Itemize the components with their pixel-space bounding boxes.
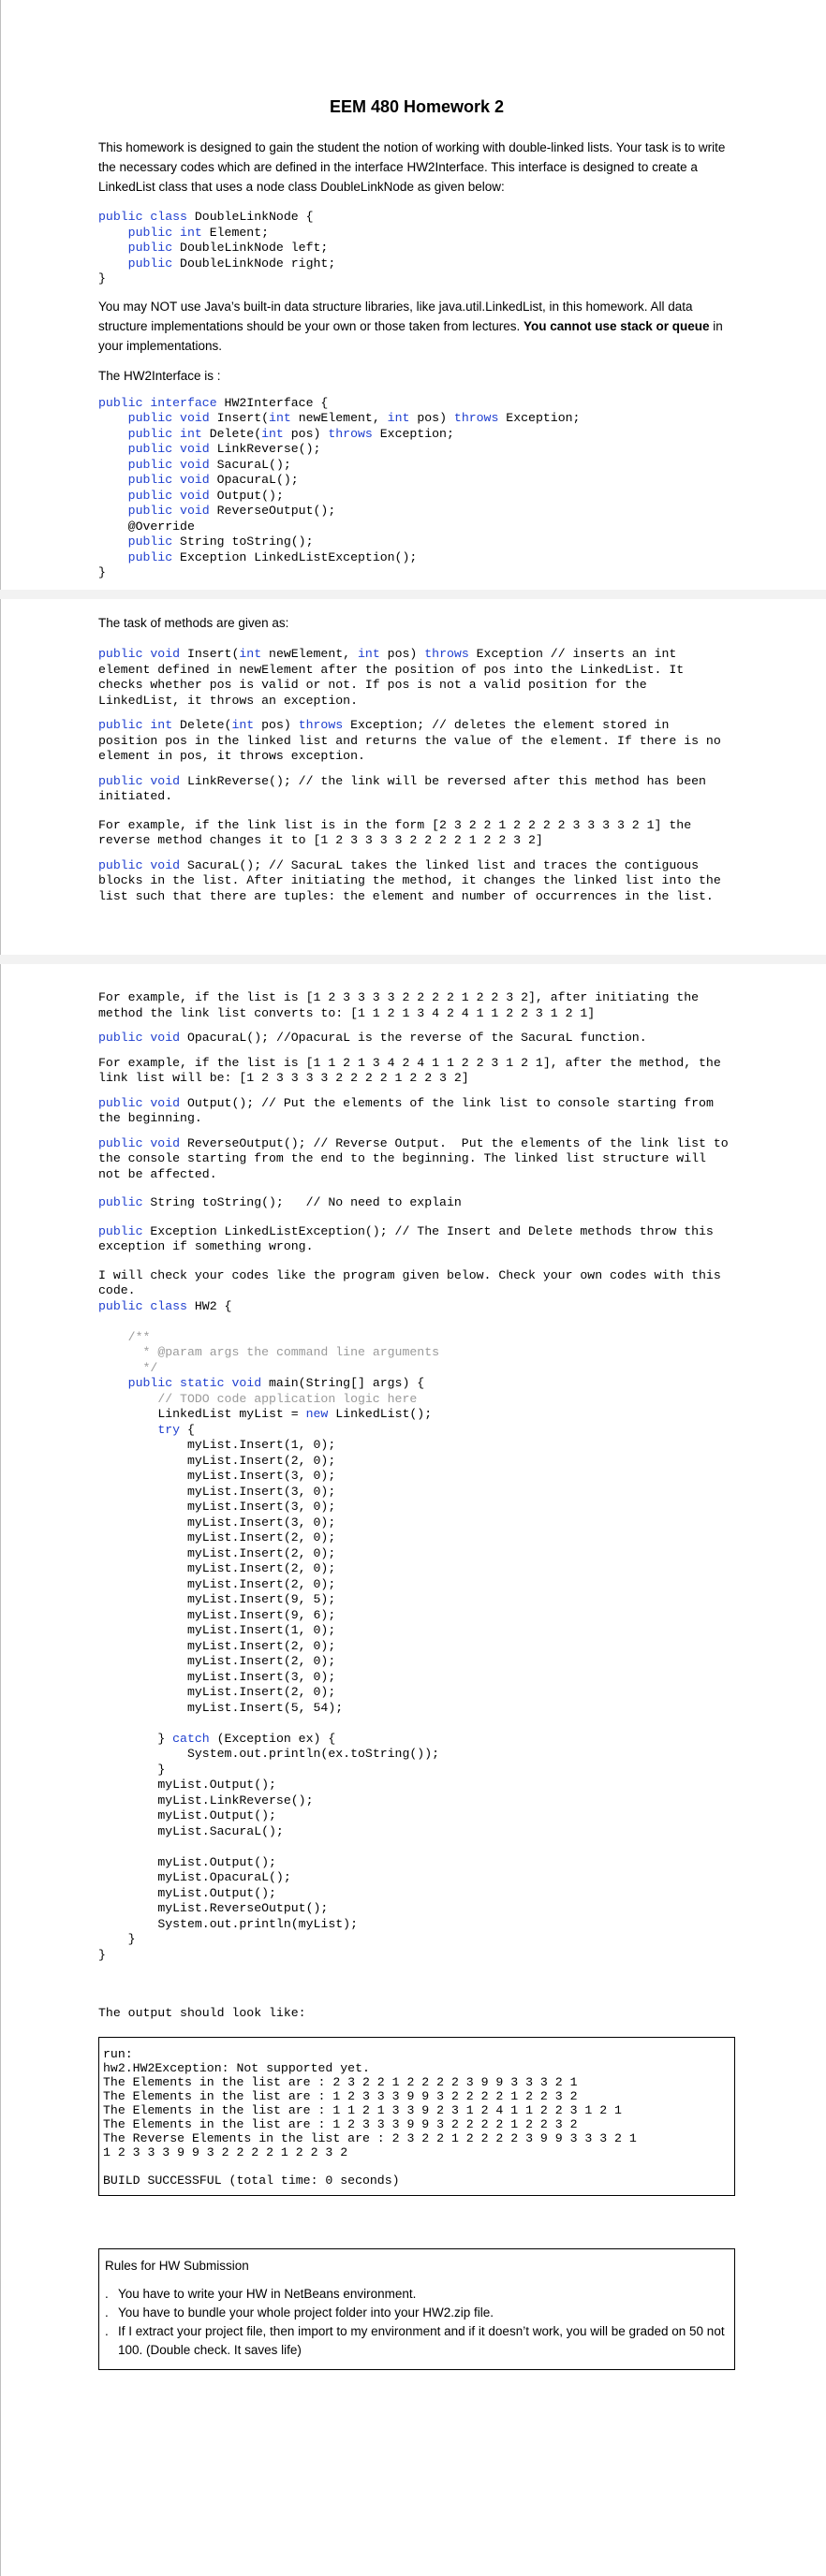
page-3-content [98, 990, 735, 2370]
output-line [103, 2159, 730, 2174]
page-3 [0, 964, 825, 2576]
page-2-content [98, 616, 735, 914]
bullet: . [105, 2286, 109, 2301]
rules-title: Rules for HW Submission [105, 2258, 249, 2273]
bullet: . [105, 2305, 109, 2320]
output-line: The Elements in the list are : 1 1 2 1 3 3 9 2 3 1 2 4 1 1 2 2 3 1 2 1 [103, 2102, 622, 2117]
opacural-method-desc: public void OpacuraL(); //OpacuraL is the reverse of the SacuraL function. [98, 1031, 647, 1045]
output-line: The Elements in the list are : 1 2 3 3 3 9 9 3 2 2 2 2 1 2 2 3 2 [103, 2116, 578, 2131]
interface-label: The HW2Interface is : [98, 368, 221, 383]
warning-paragraph: You may NOT use Java’s built-in data structure libraries, like java.util.LinkedList, in this homework. All data structure implementations should be your own or those taken from lectures. You cannot use stack or queue in your implementations. [98, 299, 723, 353]
output-line: BUILD SUCCESSFUL (total time: 0 seconds) [103, 2173, 400, 2188]
rule-item: . If I extract your project file, then import to my environment and if it doesn’t work, you will be graded on 50 not 100. (Double check. It saves life) [105, 2322, 729, 2360]
reverseoutput-method-desc: public void ReverseOutput(); // Reverse Output. Put the elements of the link list to the console starting from the end to the beginning. The linked list structure will not be affected. [98, 1135, 736, 1181]
hw2-test-code: public class HW2 { /** * @param args the command line arguments */ public static void main(String[] args) { // TODO code application logic here LinkedList myList = new LinkedList(); try { myList.Insert(1, 0); myList.Insert(2, 0); myList.Insert(3, 0); myList.Insert(3, 0); myList.Insert(3, 0); myList.Insert(3, 0); myList.Insert(2, 0); myList.Insert(2, 0); myList.Insert(2, 0); myList.Insert(2, 0); myList.Insert(9, 5); myList.Insert(9, 6); myList.Insert(1, 0); myList.Insert(2, 0); myList.Insert(2, 0); myList.Insert(3, 0); myList.Insert(2, 0); myList.Insert(5, 54); } catch (Exception ex) { System.out.println(ex.toString()); } myList.Output(); myList.LinkReverse(); myList.Output(); myList.SacuraL(); myList.Output(); myList.OpacuraL(); myList.Output(); myList.ReverseOutput(); System.out.println(myList); } } [98, 1298, 440, 1962]
rule-item: . You have to write your HW in NetBeans environment. [105, 2285, 729, 2304]
output-line: The Elements in the list are : 1 2 3 3 3 9 9 3 2 2 2 2 1 2 2 3 2 [103, 2088, 578, 2103]
output-line: 1 2 3 3 3 9 9 3 2 2 2 2 1 2 2 3 2 [103, 2144, 348, 2159]
document-title: EEM 480 Homework 2 [329, 97, 505, 116]
rule-item: . You have to bundle your whole project folder into your HW2.zip file. [105, 2304, 729, 2322]
node-class-code: public class DoubleLinkNode { public int Element; public DoubleLinkNode left; public DoubleLinkNode right; } [98, 210, 336, 285]
intro-paragraph: This homework is designed to gain the student the notion of working with double-linked lists. Your task is to write the necessary codes which are defined in the interface HW2Interface. This interface is designed to create a LinkedList class that uses a node class DoubleLinkNode as given below: [98, 140, 726, 194]
exception-method-desc: public Exception LinkedListException(); // The Insert and Delete methods throw this exception if something wrong. [98, 1223, 721, 1253]
interface-code: public interface HW2Interface { public void Insert(int newElement, int pos) throws Exception; public int Delete(int pos) throws Exception; public void LinkReverse(); public void SacuraL(); public void OpacuraL(); public void Output(); public void ReverseOutput(); @Override public String toString(); public Exception LinkedListException(); } [98, 395, 581, 579]
rules-box [98, 2248, 735, 2370]
sacural-method-desc: public void SacuraL(); // SacuraL takes the linked list and traces the contiguous blocks in the list. After initiating the method, it changes the linked list into the list such that there are tuples: the element and number of occurrences in the list. [98, 857, 729, 903]
insert-method-desc: public void Insert(int newElement, int pos) throws Exception // inserts an int element defined in newElement after the position of pos into the LinkedList. It checks whether pos is valid or not. If pos is not a valid position for the LinkedList, it throws an exception. [98, 647, 692, 708]
page-gap [0, 590, 826, 599]
linkreverse-method-desc: public void LinkReverse(); // the link will be reversed after this method has been initiated. [98, 773, 714, 803]
page-1 [0, 0, 825, 590]
page-1-content [98, 97, 735, 591]
output-line: The Elements in the list are : 2 3 2 2 1 2 2 2 2 3 9 9 3 3 3 2 1 [103, 2074, 578, 2089]
output-label: The output should look like: [98, 2006, 306, 2020]
output-line: The Reverse Elements in the list are : 2 3 2 2 1 2 2 2 2 3 9 9 3 3 3 2 1 [103, 2130, 637, 2145]
example-sacural: For example, if the list is [1 2 3 3 3 3 2 2 2 2 1 2 2 3 2], after initiating the method the link list converts to: [1 1 2 1 3 4 2 4 1 1 2 2 3 1 2 1] [98, 990, 706, 1020]
output-line: hw2.HW2Exception: Not supported yet. [103, 2060, 370, 2075]
example-opacural: For example, if the list is [1 1 2 1 3 4 2 4 1 1 2 2 3 1 2 1], after the method, the link list will be: [1 2 3 3 3 3 2 2 2 2 1 2 2 3 2] [98, 1055, 729, 1085]
page-gap [0, 955, 826, 964]
delete-method-desc: public int Delete(int pos) throws Exception; // deletes the element stored in position pos in the linked list and returns the value of the element. If there is no element in pos, it throws exception. [98, 718, 729, 763]
methods-label: The task of methods are given as: [98, 616, 289, 630]
example-reverse: For example, if the link list is in the form [2 3 2 2 1 2 2 2 2 3 3 3 3 2 1] the reverse method changes it to [1 2 3 3 3 3 2 2 2 2 1 2 2 3 2] [98, 817, 700, 847]
check-text: I will check your codes like the program given below. Check your own codes with this code. [98, 1267, 729, 1297]
expected-output-box [98, 2037, 735, 2196]
output-line: run: [103, 2046, 133, 2061]
output-method-desc: public void Output(); // Put the elements of the link list to console starting from the beginning. [98, 1095, 721, 1125]
page-2 [0, 599, 825, 955]
bullet: . [105, 2323, 109, 2338]
tostring-method-desc: public String toString(); // No need to explain [98, 1195, 462, 1209]
